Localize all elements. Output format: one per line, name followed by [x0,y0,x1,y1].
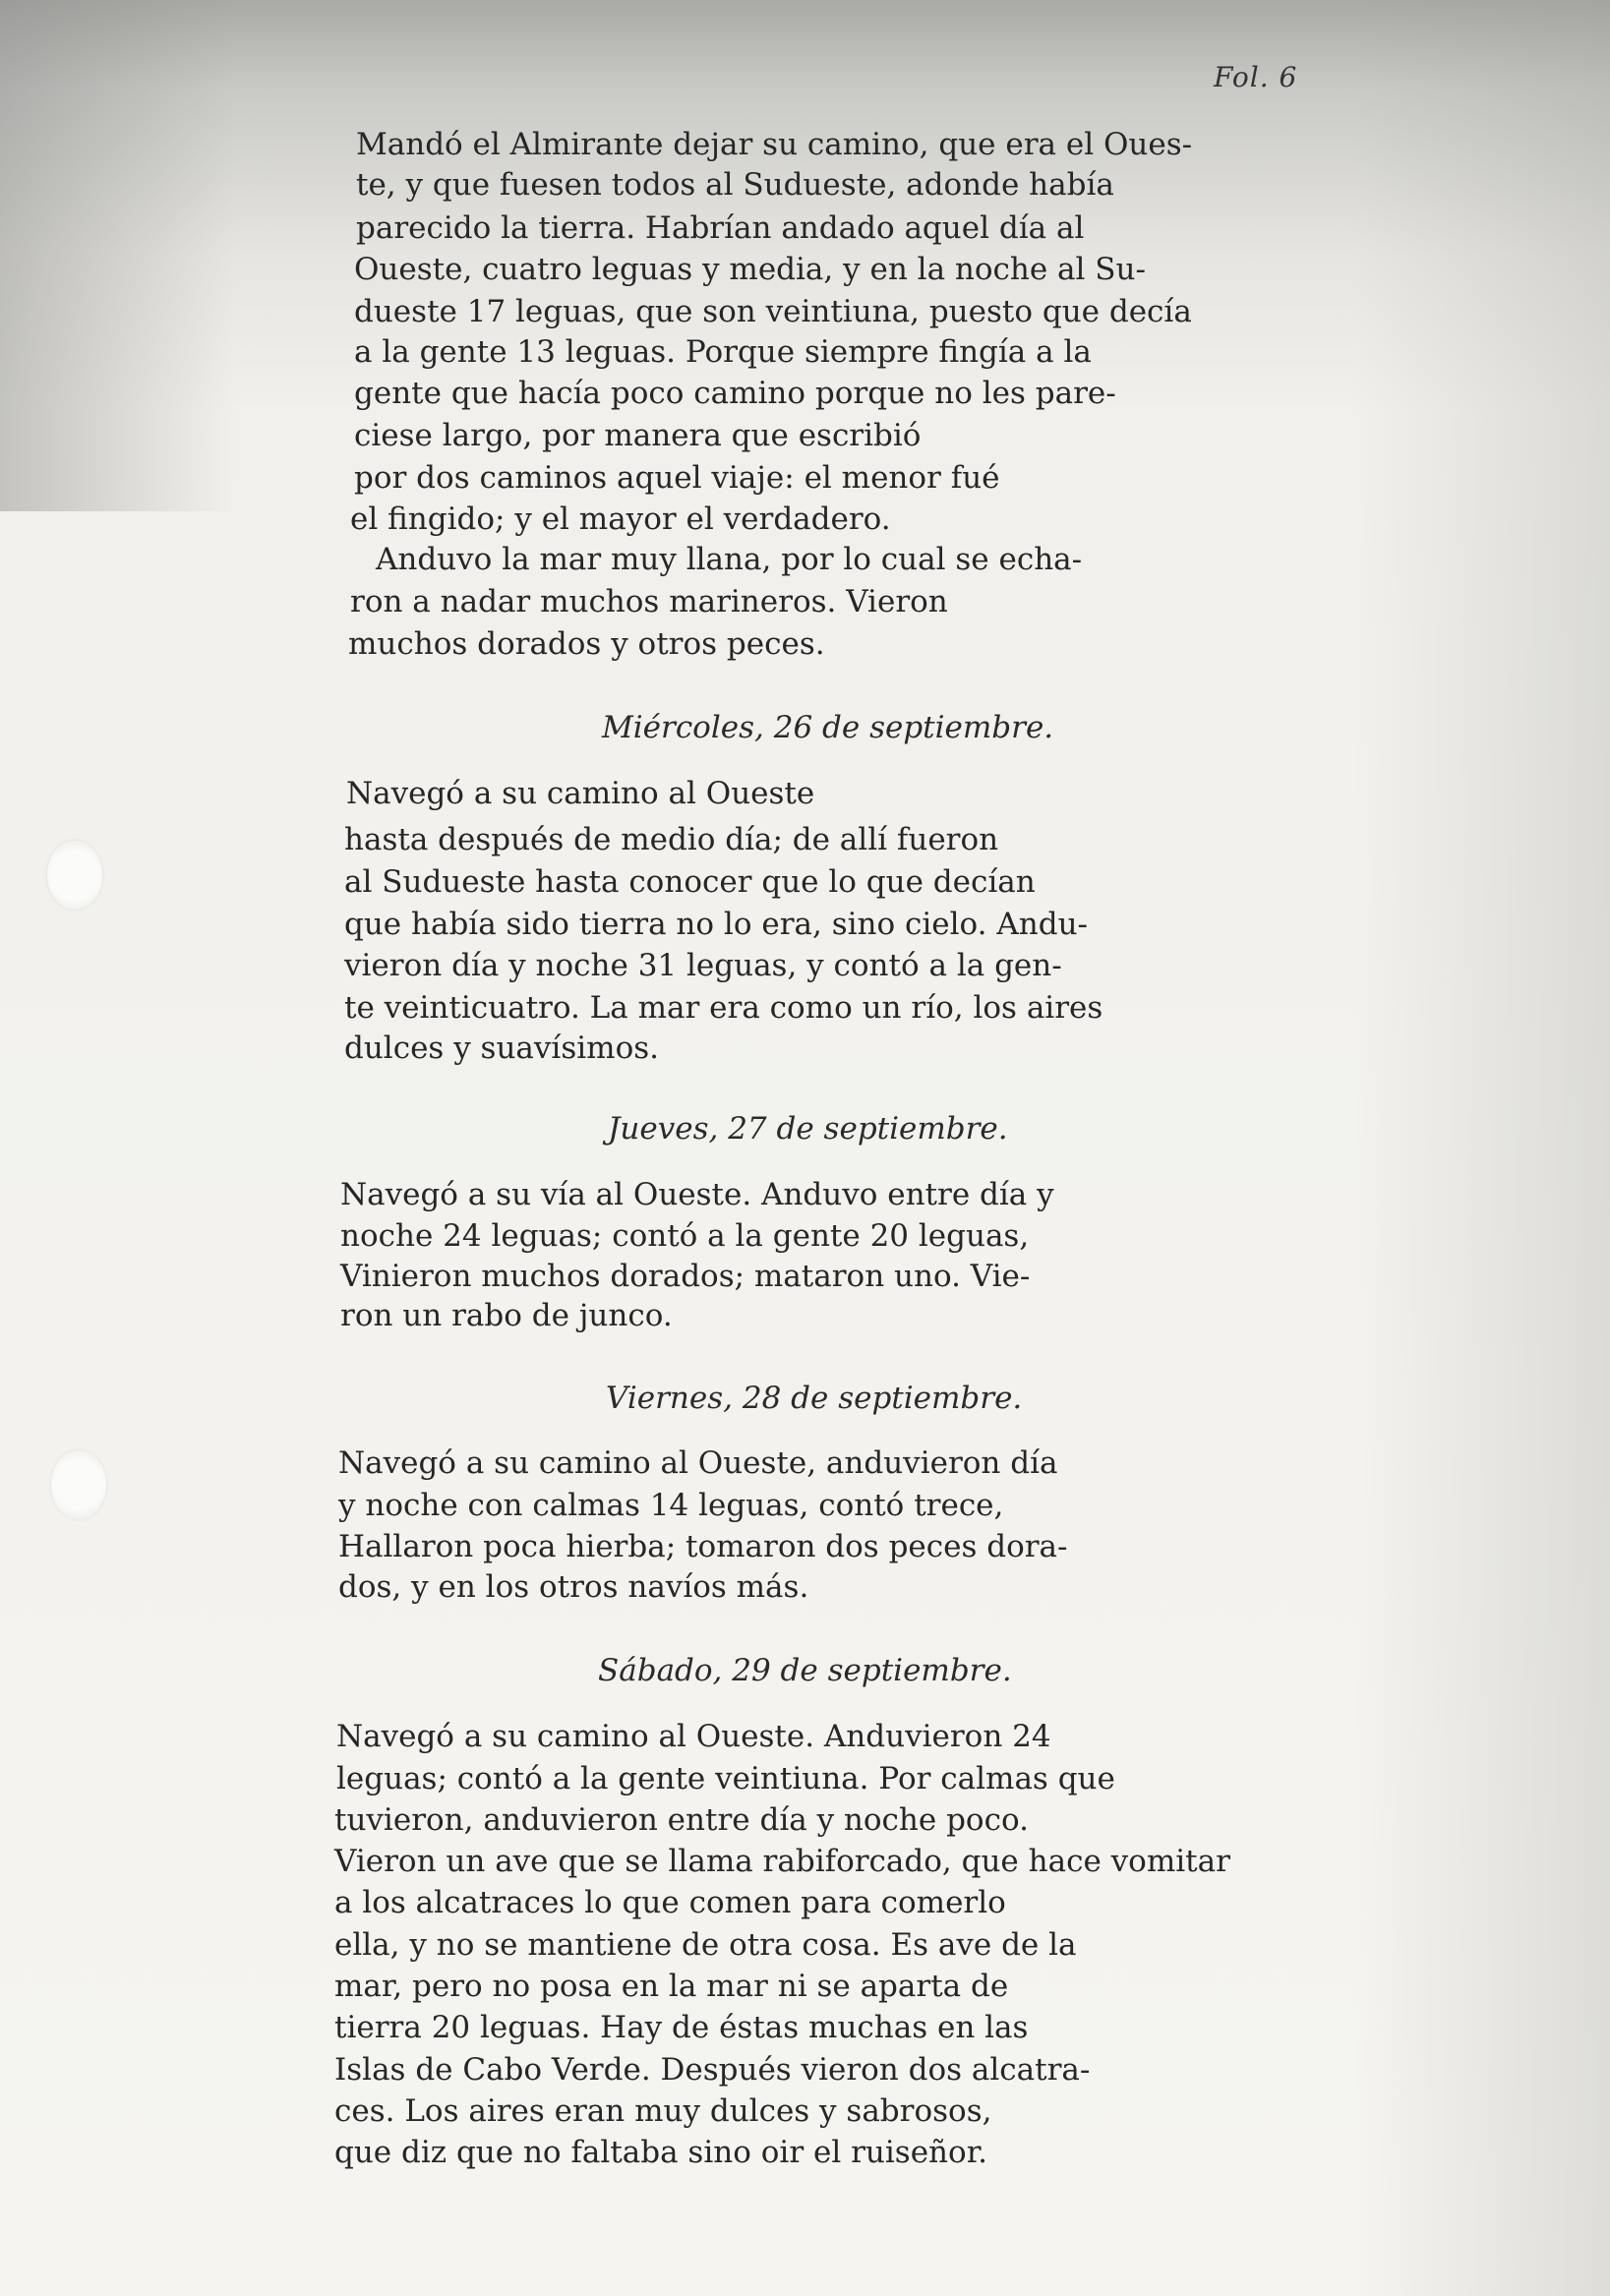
text-line: tierra 20 leguas. Hay de éstas muchas en las [334,2010,1029,2045]
text-line: ella, y no se mantiene de otra cosa. Es ave de la [334,1927,1077,1963]
date-heading: Viernes, 28 de septiembre. [606,1381,1023,1416]
text-line: tuvieron, anduvieron entre día y noche poco. [334,1802,1029,1838]
text-line: el fingido; y el mayor el verdadero. [350,501,891,537]
text-line: te veinticuatro. La mar era como un río, los aires [344,990,1103,1026]
text-line: gente que hacía poco camino porque no les pare- [354,376,1116,411]
text-line: a la gente 13 leguas. Porque siempre fingía a la [354,334,1092,370]
text-line: vieron día y noche 31 leguas, y contó a la gen- [344,948,1062,983]
text-line: dueste 17 leguas, que son veintiuna, puesto que decía [354,294,1192,329]
punch-hole-upper [47,841,102,910]
text-line: noche 24 leguas; contó a la gente 20 leguas, [340,1218,1030,1254]
text-line: muchos dorados y otros peces. [348,626,825,662]
text-line: Hallaron poca hierba; tomaron dos peces dora- [338,1529,1068,1564]
text-line: parecido la tierra. Habrían andado aquel día al [356,210,1085,246]
text-line: al Sudueste hasta conocer que lo que decían [344,864,1036,900]
text-line: Vieron un ave que se llama rabiforcado, que hace vomitar [334,1844,1230,1879]
text-line: ron a nadar muchos marineros. Vieron [350,584,948,619]
text-line: Anduvo la mar muy llana, por lo cual se echa- [376,542,1083,577]
date-heading: Miércoles, 26 de septiembre. [602,710,1054,745]
text-line: y noche con calmas 14 leguas, contó trece, [338,1488,1004,1523]
text-line: mar, pero no posa en la mar ni se aparta de [334,1969,1009,2004]
text-line: ces. Los aires eran muy dulces y sabrosos, [334,2093,992,2129]
folio-number: Fol. 6 [1214,61,1298,93]
text-line: que diz que no faltaba sino oir el ruiseñor. [334,2135,987,2170]
text-line: Vinieron muchos dorados; mataron uno. Vie- [340,1259,1031,1294]
text-line: leguas; contó a la gente veintiuna. Por calmas que [336,1761,1115,1796]
text-line: Mandó el Almirante dejar su camino, que era el Oues- [356,127,1193,162]
text-line: Oueste, cuatro leguas y media, y en la noche al Su- [354,252,1146,287]
scan-shadow-right [1354,0,1610,2296]
text-line: por dos caminos aquel viaje: el menor fué [354,460,1000,496]
text-line: dulces y suavísimos. [344,1030,659,1066]
text-line: Navegó a su camino al Oueste. Anduvieron 24 [336,1719,1051,1754]
text-line: a los alcatraces lo que comen para comerlo [334,1885,1006,1920]
text-line: dos, y en los otros navíos más. [338,1569,809,1605]
text-line: Navegó a su vía al Oueste. Anduvo entre día y [340,1177,1054,1212]
text-line: te, y que fuesen todos al Sudueste, adonde había [356,167,1114,203]
date-heading: Jueves, 27 de septiembre. [608,1111,1008,1147]
text-line: hasta después de medio día; de allí fueron [344,822,999,857]
punch-hole-lower [51,1450,106,1519]
text-line: que había sido tierra no lo era, sino cielo. Andu- [344,907,1089,942]
text-line: Navegó a su camino al Oueste [346,776,815,811]
scan-shadow-left [0,0,236,511]
date-heading: Sábado, 29 de septiembre. [598,1653,1012,1688]
text-line: ron un rabo de junco. [340,1298,673,1333]
text-line: Navegó a su camino al Oueste, anduvieron día [338,1445,1058,1481]
text-line: ciese largo, por manera que escribió [354,418,922,453]
text-line: Islas de Cabo Verde. Después vieron dos alcatra- [334,2052,1091,2088]
